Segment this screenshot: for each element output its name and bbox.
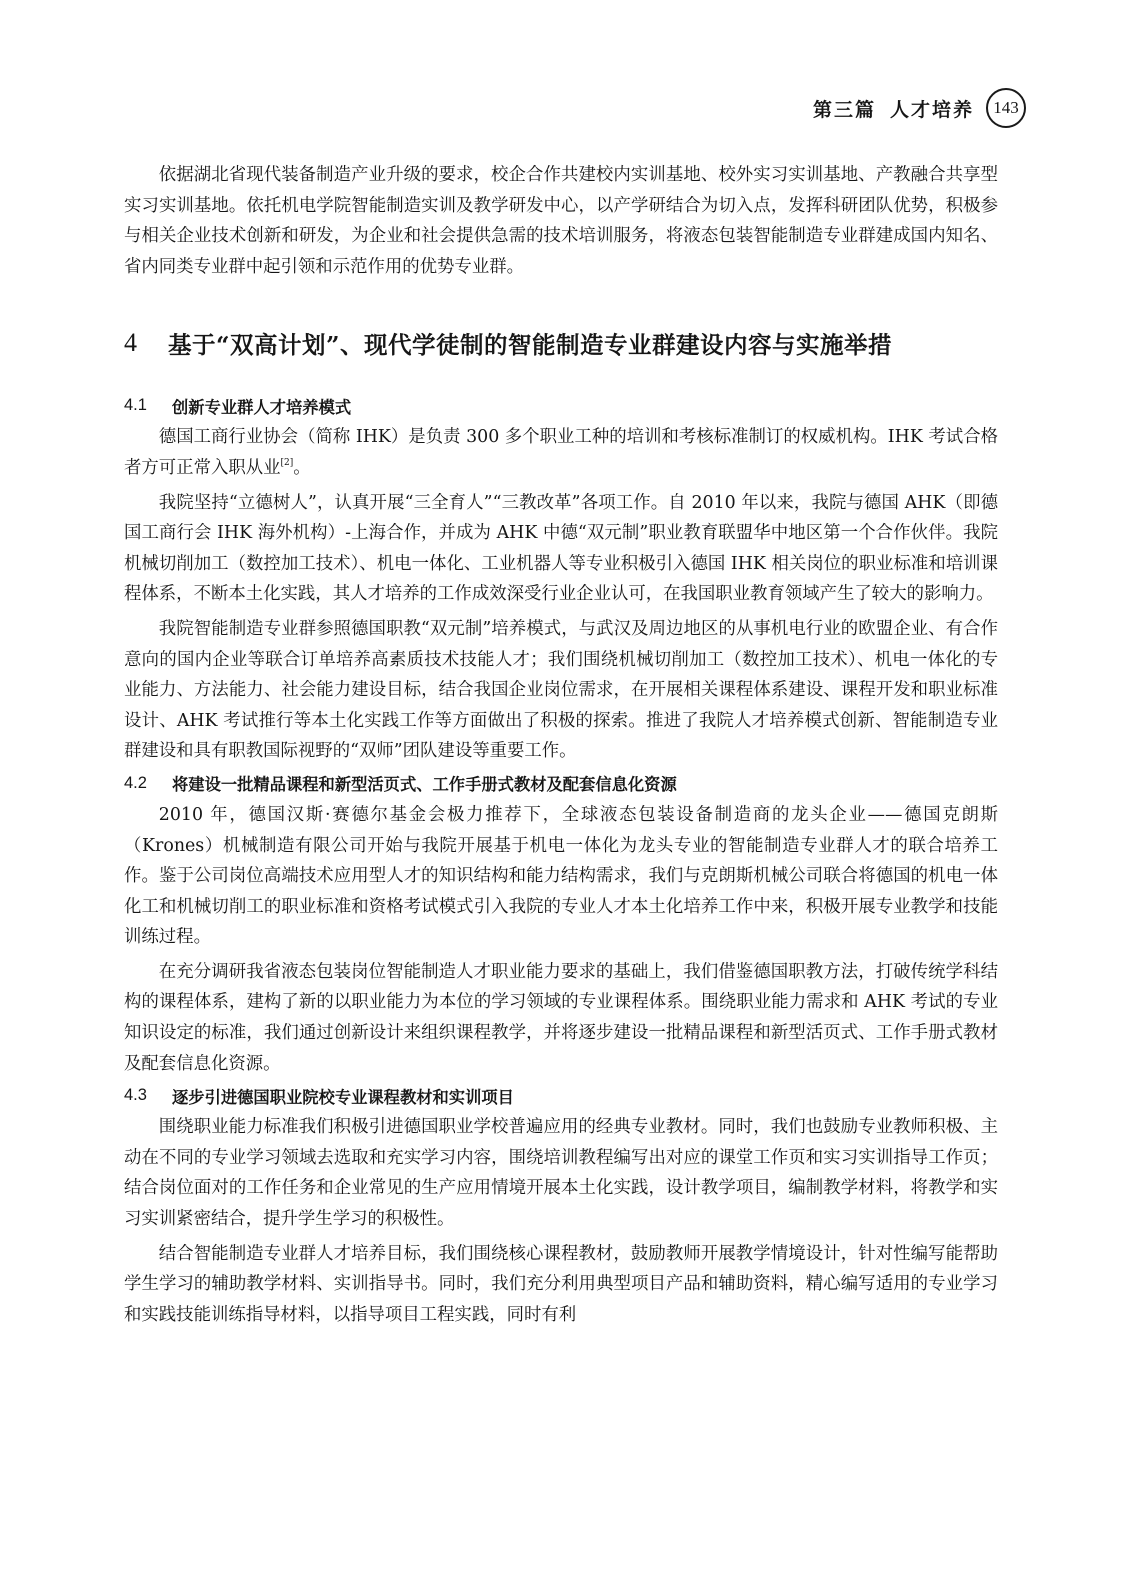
running-header-title bbox=[813, 95, 974, 122]
running-header bbox=[813, 86, 1026, 130]
chapter-number: 4 bbox=[124, 328, 138, 358]
section-heading-4-3 bbox=[124, 1079, 998, 1112]
chapter-title: 基于“双高计划”、现代学徒制的智能制造专业群建设内容与实施举措 bbox=[168, 331, 893, 360]
section-heading-4-1 bbox=[124, 389, 998, 422]
paragraph-text: 德国工商行业协会（简称 IHK）是负责 300 多个职业工种的培训和考核标准制订的权威机构。IHK 考试合格者方可正常入职从业 bbox=[124, 427, 998, 478]
part-label: 第三篇 bbox=[812, 98, 876, 121]
section-number: 4.3 bbox=[124, 1086, 147, 1105]
section-title: 将建设一批精品课程和新型活页式、工作手册式教材及配套信息化资源 bbox=[172, 775, 677, 795]
page-body bbox=[124, 160, 998, 1330]
intro-paragraph: 依据湖北省现代装备制造产业升级的要求，校企合作共建校内实训基地、校外实习实训基地、产教融合共享型实习实训基地。依托机电学院智能制造实训及教学研发中心，以产学研结合为切入点，发挥科研团队优势，积极参与相关企业技术创新和研发，为企业和社会提供急需的技术培训服务，将液态包装智能制造专业群建成国内知名、省内同类专业群中起引领和示范作用的优势专业群。 bbox=[124, 165, 998, 277]
paragraph bbox=[124, 422, 998, 483]
section-heading-4-2 bbox=[124, 767, 998, 800]
paragraph: 我院坚持“立德树人”，认真开展“三全育人”“三教改革”各项工作。自 2010 年以来，我院与德国 AHK（即德国工商行会 IHK 海外机构）-上海合作，并成为 AHK 中德“双元制”职业教育联盟华中地区第一个合作伙伴。我院机械切削加工（数控加工技术）、机电一体化、工业机器人等专业积极引入德国 IHK 相关岗位的职业标准和培训课程体系，不断本土化实践，其人才培养的工作成效深受行业企业认可，在我国职业教育领域产生了较大的影响力。 bbox=[124, 492, 998, 605]
section-title: 逐步引进德国职业院校专业课程教材和实训项目 bbox=[172, 1087, 514, 1107]
paragraph: 我院智能制造专业群参照德国职教“双元制”培养模式，与武汉及周边地区的从事机电行业的欧盟企业、有合作意向的国内企业等联合订单培养高素质技术技能人才；我们围绕机械切削加工（数控加工技术）、机电一体化的专业能力、方法能力、社会能力建设目标，结合我国企业岗位需求，在开展相关课程体系建设、课程开发和职业标准设计、AHK 考试推行等本土化实践工作等方面做出了积极的探索。推进了我院人才培养模式创新、智能制造专业群建设和具有职教国际视野的“双师”团队建设等重要工作。 bbox=[124, 618, 998, 762]
section-number: 4.2 bbox=[124, 773, 147, 792]
paragraph-tail: 。 bbox=[293, 457, 311, 478]
chapter-heading bbox=[124, 324, 998, 362]
paragraph: 结合智能制造专业群人才培养目标，我们围绕核心课程教材，鼓励教师开展教学情境设计，针对性编写能帮助学生学习的辅助教学材料、实训指导书。同时，我们充分利用典型项目产品和辅助资料，精心编写适用的专业学习和实践技能训练指导材料，以指导项目工程实践，同时有利 bbox=[124, 1243, 998, 1325]
page-number: 143 bbox=[986, 88, 1026, 128]
paragraph: 2010 年，德国汉斯·赛德尔基金会极力推荐下，全球液态包装设备制造商的龙头企业——德国克朗斯（Krones）机械制造有限公司开始与我院开展基于机电一体化为龙头专业的智能制造专业群人才的联合培养工作。鉴于公司岗位高端技术应用型人才的知识结构和能力结构需求，我们与克朗斯机械公司联合将德国的机电一体化工和机械切削工的职业标准和资格考试模式引入我院的专业人才本土化培养工作中来，积极开展专业教学和技能训练过程。 bbox=[124, 804, 998, 948]
section-number: 4.1 bbox=[124, 396, 147, 415]
part-title: 人才培养 bbox=[889, 98, 974, 121]
paragraph: 在充分调研我省液态包装岗位智能制造人才职业能力要求的基础上，我们借鉴德国职教方法，打破传统学科结构的课程体系，建构了新的以职业能力为本位的学习领域的专业课程体系。围绕职业能力需求和 AHK 考试的专业知识设定的标准，我们通过创新设计来组织课程教学，并将逐步建设一批精品课程和新型活页式、工作手册式教材及配套信息化资源。 bbox=[124, 961, 998, 1074]
section-title: 创新专业群人才培养模式 bbox=[172, 397, 352, 417]
paragraph: 围绕职业能力标准我们积极引进德国职业学校普遍应用的经典专业教材。同时，我们也鼓励专业教师积极、主动在不同的专业学习领域去选取和充实学习内容，围绕培训教程编写出对应的课堂工作页和实习实训指导工作页；结合岗位面对的工作任务和企业常见的生产应用情境开展本土化实践，设计教学项目，编制教学材料，将教学和实习实训紧密结合，提升学生学习的积极性。 bbox=[124, 1117, 998, 1230]
citation-marker: [2] bbox=[280, 457, 294, 468]
